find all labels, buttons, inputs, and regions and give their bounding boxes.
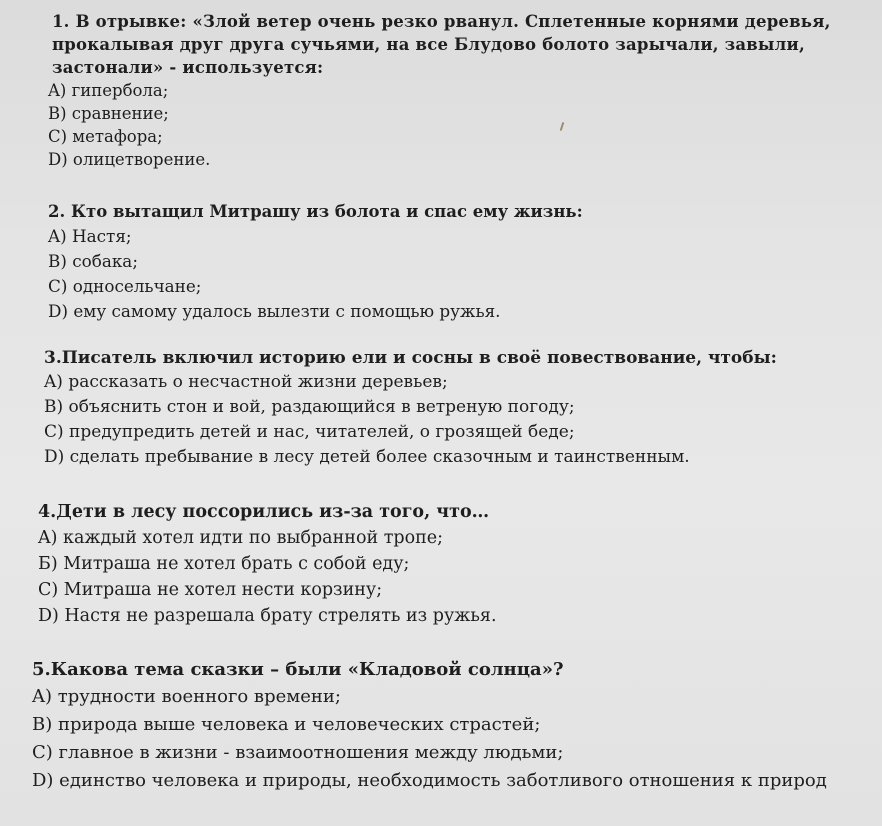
question-2-option-a: A) Настя; <box>48 226 132 246</box>
question-3-option-b: B) объяснить стон и вой, раздающийся в ветреную погоду; <box>44 397 575 417</box>
question-5-option-b: B) природа выше человека и человеческих страстей; <box>32 714 541 735</box>
question-5-option-a: A) трудности военного времени; <box>32 686 341 707</box>
question-5-option-c: C) главное в жизни - взаимоотношения между людьми; <box>32 742 564 763</box>
question-2 <box>48 200 882 324</box>
question-2-option-d: D) ему самому удалось вылезти с помощью ружья. <box>48 301 501 321</box>
question-2-option-b: B) собака; <box>48 251 138 271</box>
question-1-title-line-1: 1. В отрывке: «Злой ветер очень резко рванул. Сплетенные корнями деревья, <box>52 12 831 31</box>
question-2-title: 2. Кто вытащил Митрашу из болота и спас ему жизнь: <box>48 202 583 221</box>
question-4 <box>38 500 882 629</box>
question-1-option-d: D) олицетворение. <box>48 150 211 169</box>
question-4-option-c: C) Митраша не хотел нести корзину; <box>38 580 383 600</box>
question-3-option-d: D) сделать пребывание в лесу детей более сказочным и таинственным. <box>44 447 690 467</box>
question-4-option-b: Б) Митраша не хотел брать с собой еду; <box>38 554 410 574</box>
question-1-options <box>48 79 882 171</box>
question-1-title-line-3: застонали» - используется: <box>52 58 324 77</box>
question-4-option-a: A) каждый хотел идти по выбранной тропе; <box>38 528 444 548</box>
question-1-option-a: A) гипербола; <box>48 81 169 100</box>
question-3-option-a: A) рассказать о несчастной жизни деревьев; <box>44 372 448 392</box>
question-4-title: 4.Дети в лесу поссорились из-за того, что… <box>38 502 490 522</box>
question-1-option-b: B) сравнение; <box>48 104 169 123</box>
question-5-option-d: D) единство человека и природы, необходимость заботливого отношения к природ <box>32 770 827 791</box>
question-5 <box>32 656 882 795</box>
question-5-title: 5.Какова тема сказки – были «Кладовой солнца»? <box>32 659 564 680</box>
question-2-option-c: C) односельчане; <box>48 276 202 296</box>
question-3-option-c: C) предупредить детей и нас, читателей, о грозящей беде; <box>44 422 575 442</box>
question-1 <box>48 10 882 171</box>
question-3-title: 3.Писатель включил историю ели и сосны в своё повествование, чтобы: <box>44 348 777 368</box>
question-1-option-c: C) метафора; <box>48 127 163 146</box>
question-4-option-d: D) Настя не разрешала брату стрелять из ружья. <box>38 606 497 626</box>
question-1-title-line-2: прокалывая друг друга сучьями, на все Блудово болото зарычали, завыли, <box>52 35 805 54</box>
question-3 <box>44 346 882 470</box>
